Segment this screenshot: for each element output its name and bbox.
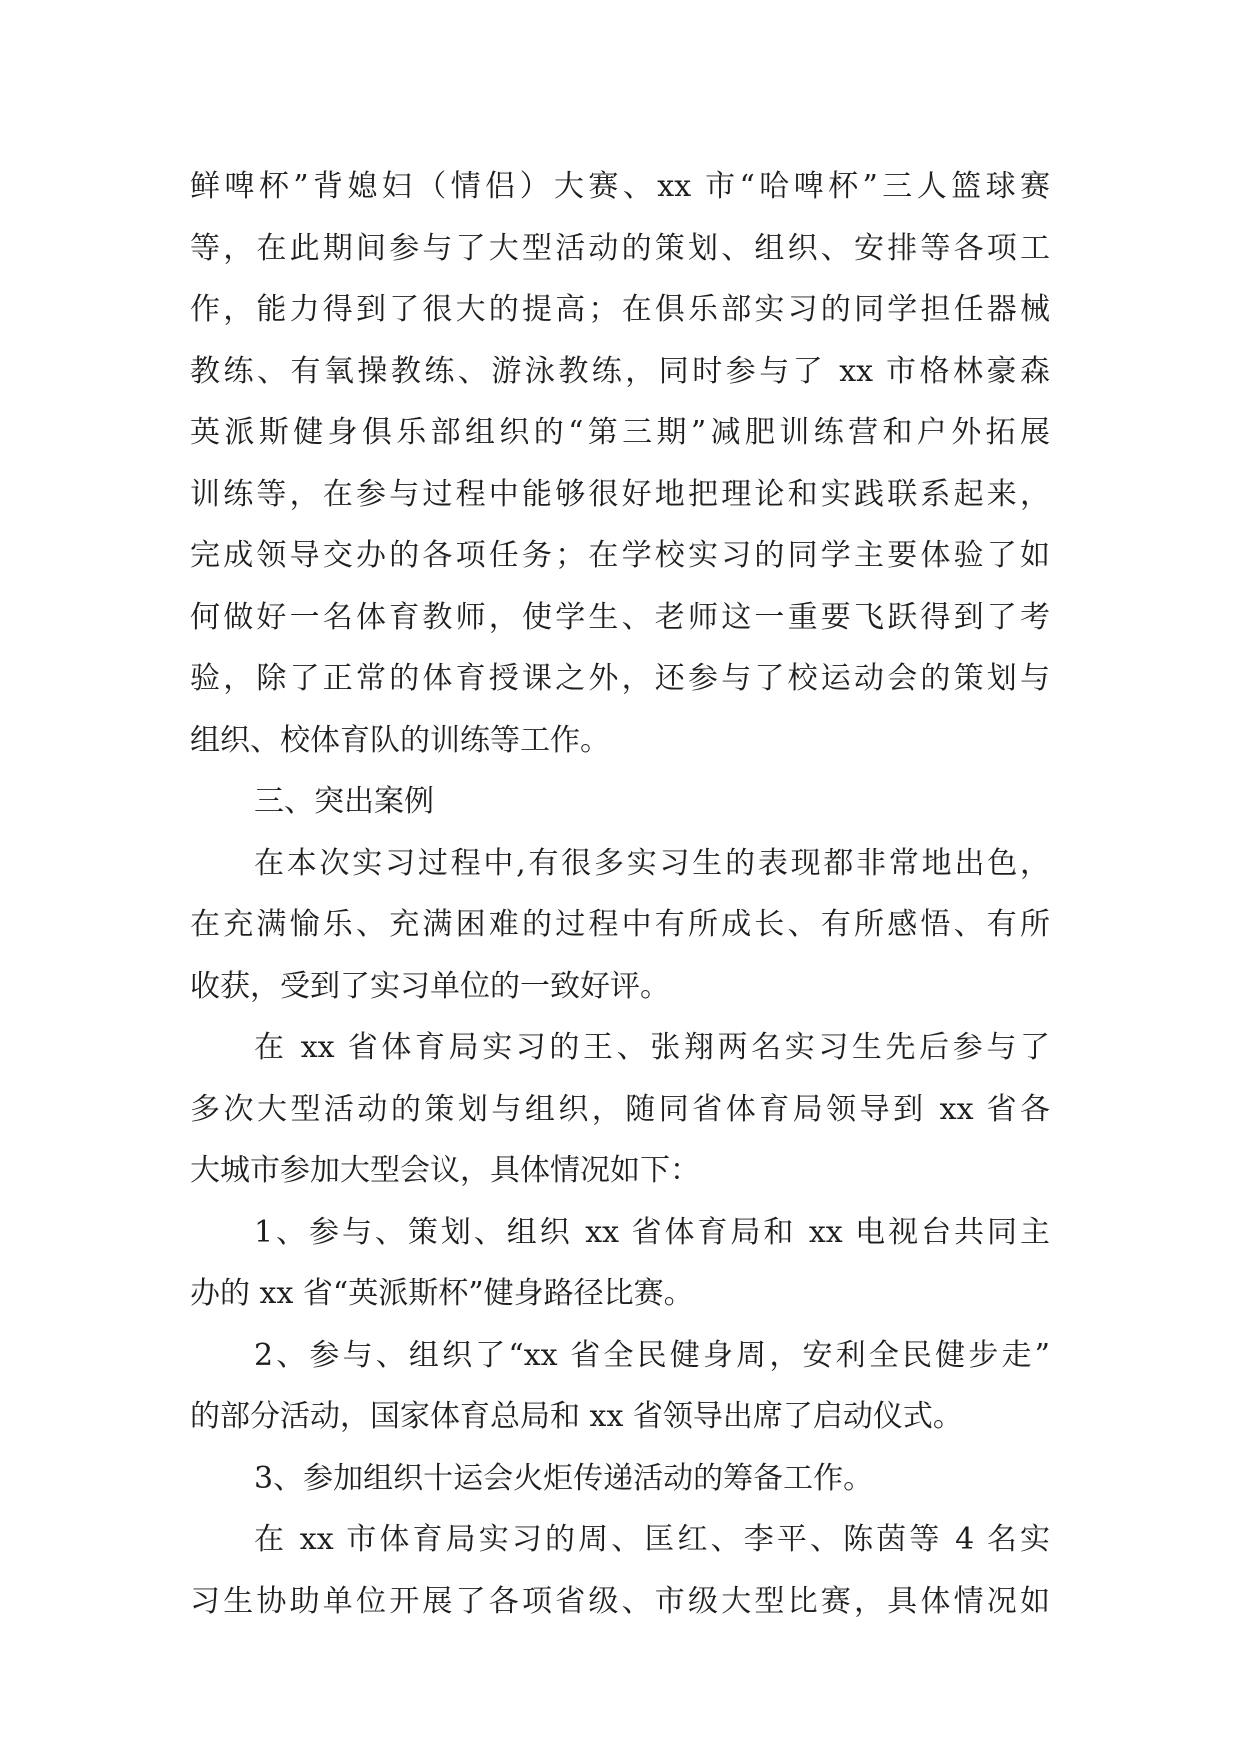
document-body — [190, 156, 1050, 1632]
text-line: 2、参与、组织了“xx 省全民健身周，安利全民健步走” — [254, 1337, 1050, 1373]
text-line: 三、突出案例 — [254, 784, 434, 819]
text-line: 鲜啤杯”背媳妇（情侣）大赛、xx 市“哈啤杯”三人篮球赛 — [190, 169, 1050, 204]
text-line: 完成领导交办的各项任务；在学校实习的同学主要体验了如 — [190, 538, 1050, 573]
text-line: 等，在此期间参与了大型活动的策划、组织、安排等各项工 — [190, 230, 1050, 266]
text-line: 的部分活动，国家体育总局和 xx 省领导出席了启动仪式。 — [190, 1399, 963, 1434]
text-line: 习生协助单位开展了各项省级、市级大型比赛，具体情况如 — [190, 1583, 1050, 1619]
text-line: 验，除了正常的体育授课之外，还参与了校运动会的策划与 — [190, 661, 1050, 696]
text-line: 何做好一名体育教师，使学生、老师这一重要飞跃得到了考 — [190, 599, 1050, 635]
text-line: 1、参与、策划、组织 xx 省体育局和 xx 电视台共同主 — [254, 1214, 1050, 1250]
text-line: 在 xx 省体育局实习的王、张翔两名实习生先后参与了 — [254, 1030, 1050, 1065]
text-line: 在充满愉乐、充满困难的过程中有所成长、有所感悟、有所 — [190, 907, 1050, 942]
text-line: 大城市参加大型会议，具体情况如下： — [190, 1153, 700, 1188]
text-line: 在本次实习过程中,有很多实习生的表现都非常地出色， — [254, 845, 1050, 881]
text-line: 多次大型活动的策划与组织，随同省体育局领导到 xx 省各 — [190, 1091, 1050, 1127]
text-line: 英派斯健身俱乐部组织的“第三期”减肥训练营和户外拓展 — [190, 415, 1050, 450]
text-line: 3、参加组织十运会火炬传递活动的筹备工作。 — [254, 1460, 874, 1496]
text-line: 教练、有氧操教练、游泳教练，同时参与了 xx 市格林豪森 — [190, 353, 1050, 389]
text-line: 训练等，在参与过程中能够很好地把理论和实践联系起来， — [190, 476, 1050, 512]
text-line: 收获，受到了实习单位的一致好评。 — [190, 968, 670, 1004]
text-line: 办的 xx 省“英派斯杯”健身路径比赛。 — [190, 1276, 694, 1311]
text-line: 作，能力得到了很大的提高；在俱乐部实习的同学担任器械 — [190, 292, 1050, 327]
text-line: 组织、校体育队的训练等工作。 — [190, 722, 610, 758]
text-line: 在 xx 市体育局实习的周、匡红、李平、陈茵等 4 名实 — [254, 1522, 1050, 1557]
